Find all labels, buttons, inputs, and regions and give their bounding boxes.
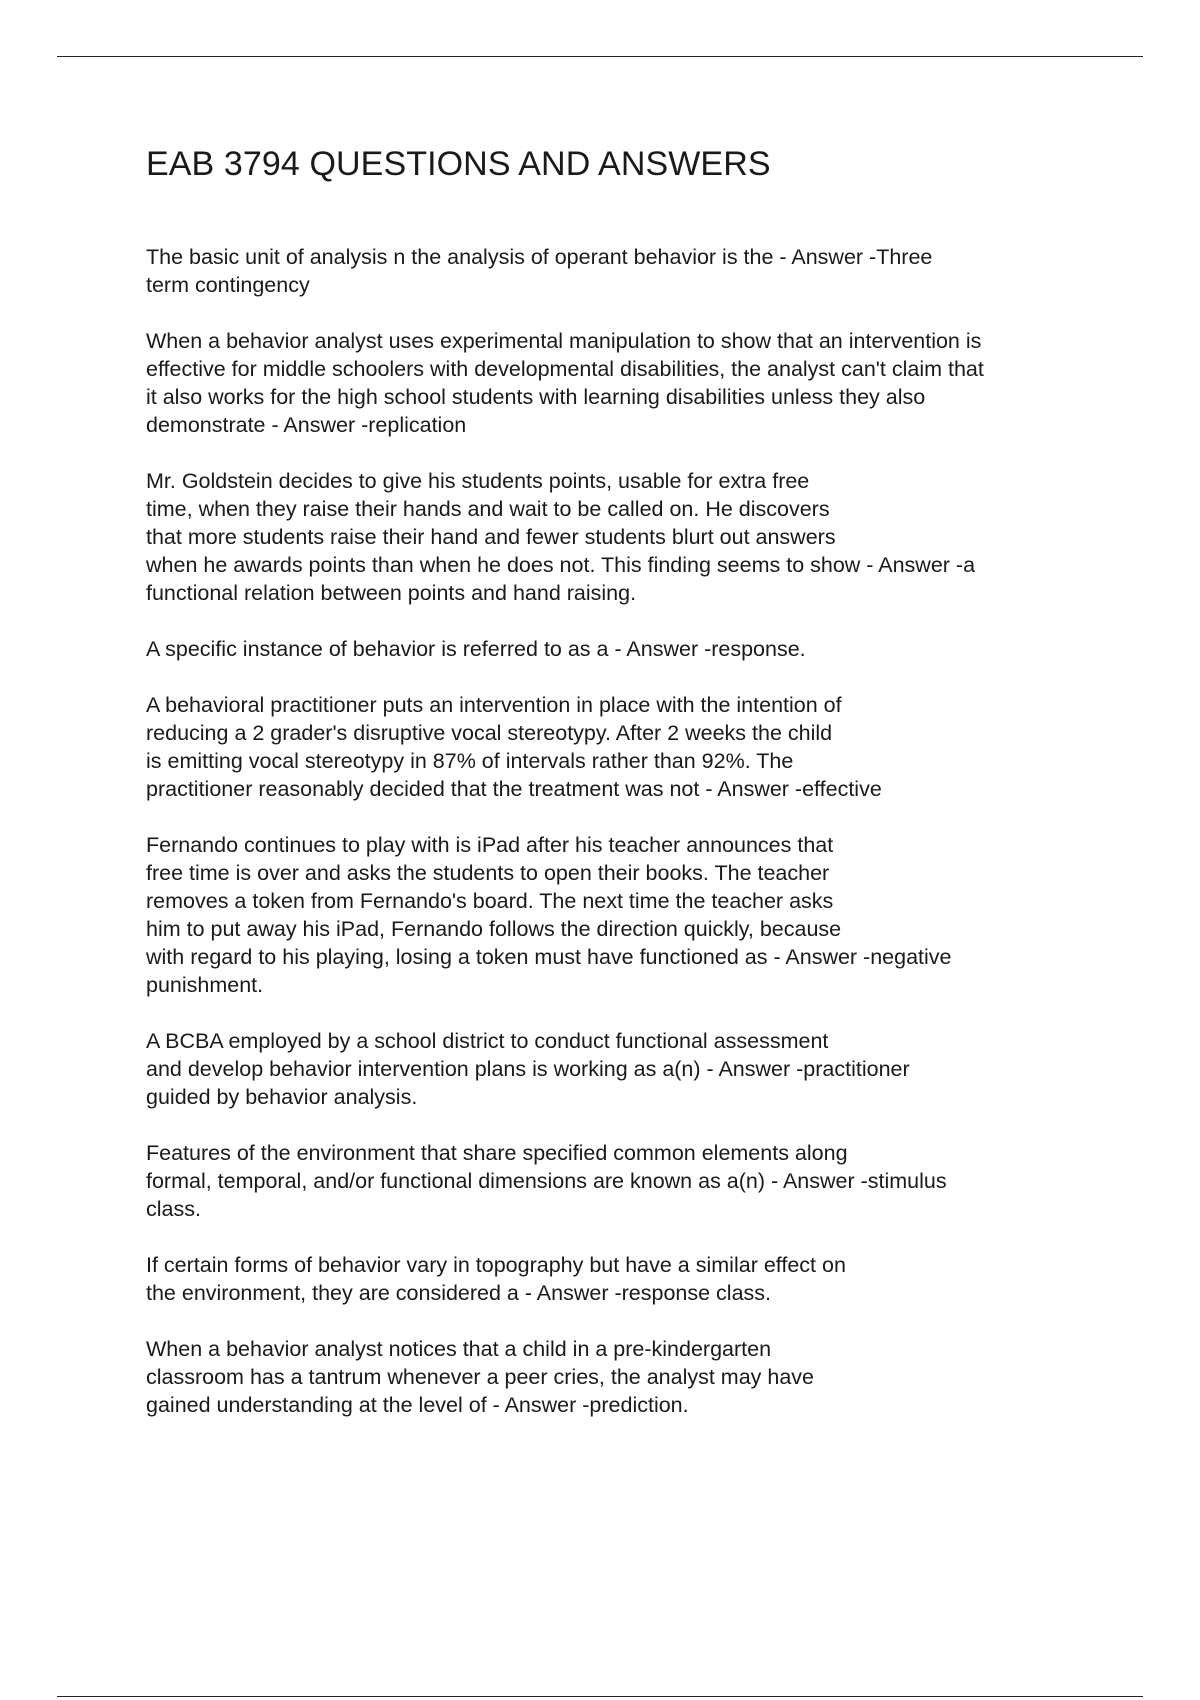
qa-item-7: A BCBA employed by a school district to conduct functional assessment and develop behavior intervention plans is working as a(n) - Answer -practitioner guided by behavior analysis. bbox=[146, 1029, 910, 1109]
qa-item-2: When a behavior analyst uses experimental manipulation to show that an intervention is effective for middle schoolers with developmental disabilities, the analyst can't claim that it also works for the high school students with learning disabilities unless they also demonstrate - Answer -replication bbox=[146, 329, 984, 437]
qa-item-10: When a behavior analyst notices that a child in a pre-kindergarten classroom has a tantrum whenever a peer cries, the analyst may have gained understanding at the level of - Answer -prediction. bbox=[146, 1337, 815, 1417]
top-divider bbox=[57, 56, 1143, 57]
qa-item-1: The basic unit of analysis n the analysis of operant behavior is the - Answer -Three term contingency bbox=[146, 245, 933, 297]
qa-item-9: If certain forms of behavior vary in topography but have a similar effect on the environment, they are considered a - Answer -response class. bbox=[146, 1253, 846, 1305]
document-body bbox=[146, 143, 1106, 1447]
document-title: EAB 3794 QUESTIONS AND ANSWERS bbox=[146, 145, 771, 183]
qa-item-5: A behavioral practitioner puts an intervention in place with the intention of reducing a 2 grader's disruptive vocal stereotypy. After 2 weeks the child is emitting vocal stereotypy in 87% of intervals rather than 92%. The practitioner reasonably decided that the treatment was not - Answer -effective bbox=[146, 693, 882, 801]
qa-item-4: A specific instance of behavior is referred to as a - Answer -response. bbox=[146, 637, 806, 661]
bottom-divider bbox=[57, 1696, 1143, 1697]
qa-item-3: Mr. Goldstein decides to give his students points, usable for extra free time, when they raise their hands and wait to be called on. He discovers that more students raise their hand and fewer students blurt out answers when he awards points than when he does not. This finding seems to show - Answer -a functional relation between points and hand raising. bbox=[146, 469, 976, 605]
qa-item-6: Fernando continues to play with is iPad after his teacher announces that free time is over and asks the students to open their books. The teacher removes a token from Fernando's board. The next time the teacher asks him to put away his iPad, Fernando follows the direction quickly, because with regard to his playing, losing a token must have functioned as - Answer -negative punishment. bbox=[146, 833, 952, 997]
qa-item-8: Features of the environment that share specified common elements along formal, temporal, and/or functional dimensions are known as a(n) - Answer -stimulus class. bbox=[146, 1141, 947, 1221]
